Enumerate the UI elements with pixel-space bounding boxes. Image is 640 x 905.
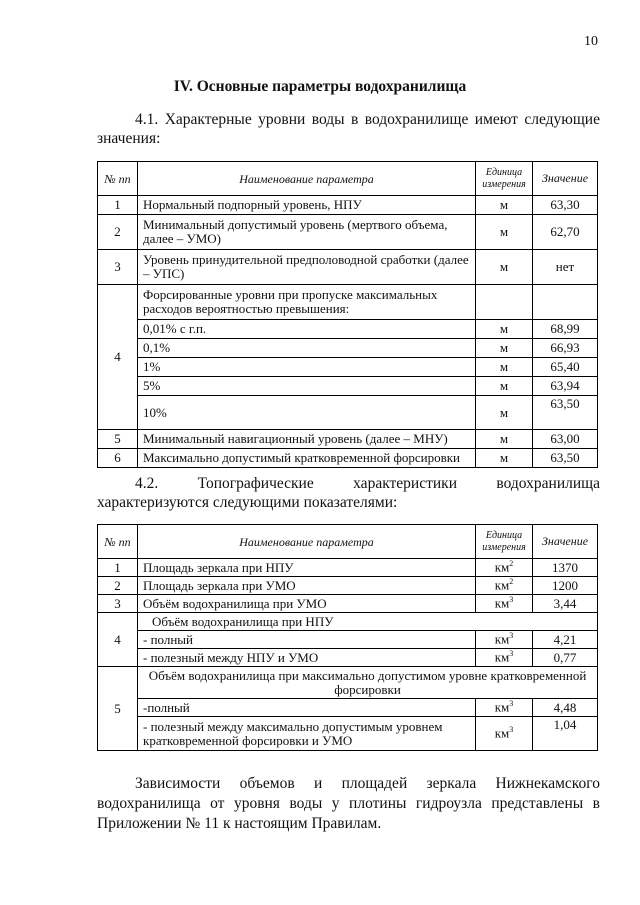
paragraph-dependencies: Зависимости объемов и площадей зеркала Нижнекамского водохранилища от уровня воды у плотины гидроузла представлены в Приложении № 11 к настоящим Правилам. [97, 775, 600, 832]
table-row: 4 Объём водохранилища при НПУ [98, 613, 598, 631]
table-row: 2 Площадь зеркала при УМО $км^2$ 1200 [98, 577, 598, 595]
table-row: 4 Форсированные уровни при пропуске максимальных расходов вероятностью превышения: [98, 285, 598, 320]
table-subrow: - полный $км^3$ 4,21 [98, 631, 598, 649]
table-subrow: 5% м 63,94 [98, 377, 598, 396]
table-header-row [98, 162, 598, 196]
paragraph-4-2: 4.2. Топографические характеристики водохранилища характеризуются следующими показателями: [97, 475, 600, 511]
header-num: № пп [98, 525, 138, 559]
table-row: 5 Минимальный навигационный уровень (далее – МНУ) м 63,00 [98, 430, 598, 449]
header-value: Значение [533, 162, 598, 196]
table-subrow: 1% м 65,40 [98, 358, 598, 377]
table-subrow: 0,1% м 66,93 [98, 339, 598, 358]
table-row: 3 Объём водохранилища при УМО $км^3$ 3,44 [98, 595, 598, 613]
table-subrow: 10% м 63,50 [98, 396, 598, 430]
table-subrow: -полный $км^3$ 4,48 [98, 699, 598, 717]
table-row: 1 Нормальный подпорный уровень, НПУ м 63,30 [98, 196, 598, 215]
header-name: Наименование параметра [138, 525, 476, 559]
page-number: 10 [584, 34, 598, 49]
table-subrow: - полезный между НПУ и УМО $км^3$ 0,77 [98, 649, 598, 667]
table-header-row [98, 525, 598, 559]
water-levels-table [97, 161, 598, 468]
section-title: IV. Основные параметры водохранилища [173, 78, 467, 95]
header-value: Значение [533, 525, 598, 559]
header-unit: Единица измерения [476, 525, 533, 559]
header-unit: Единица измерения [476, 162, 533, 196]
header-num: № пп [98, 162, 138, 196]
topographic-table [97, 524, 598, 751]
table-row: 5 Объём водохранилища при максимально допустимом уровне кратковременной форсировки [98, 667, 598, 699]
table-subrow: - полезный между максимально допустимым уровнем кратковременной форсировки и УМО $км^3$ 1,04 [98, 717, 598, 751]
table-row: 2 Минимальный допустимый уровень (мертвого объема, далее – УМО) м 62,70 [98, 215, 598, 250]
paragraph-4-1: 4.1. Характерные уровни воды в водохранилище имеют следующие значения: [97, 111, 600, 147]
header-name: Наименование параметра [138, 162, 476, 196]
table-row: 6 Максимально допустимый кратковременной форсировки м 63,50 [98, 449, 598, 468]
table-row: 3 Уровень принудительной предполоводной сработки (далее – УПС) м нет [98, 250, 598, 285]
table-subrow: 0,01% с г.п. м 68,99 [98, 320, 598, 339]
table-row: 1 Площадь зеркала при НПУ $км^2$ 1370 [98, 559, 598, 577]
